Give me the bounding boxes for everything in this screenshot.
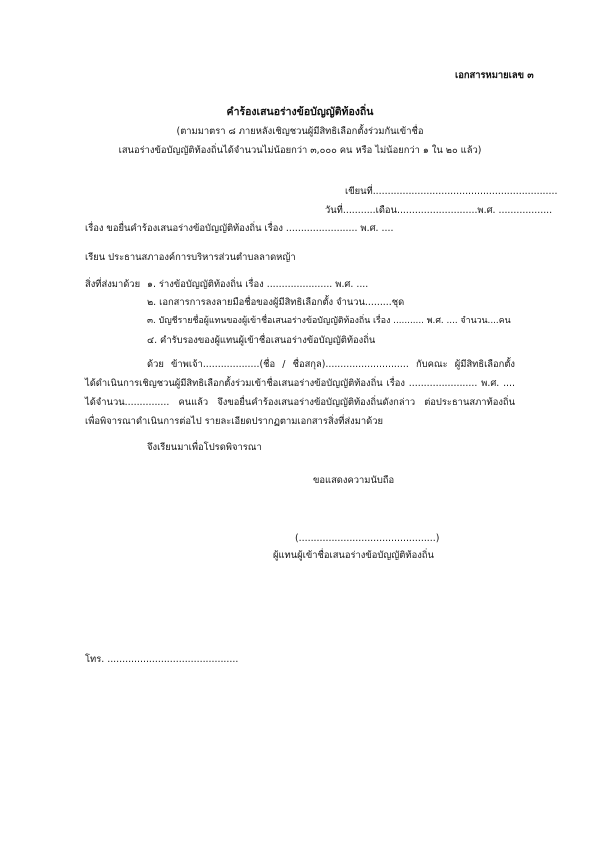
attachment-item-1: ๑. ร่างข้อบัญญัติท้องถิ่น เรื่อง ...................... พ.ศ. ....	[147, 279, 369, 290]
subtitle-line-2: เสนอร่างข้อบัญญัติท้องถิ่นได้จำนวนไม่น้อยกว่า ๓,๐๐๐ คน หรือ ไม่น้อยกว่า ๑ ใน ๒๐ แล้ว)	[118, 145, 482, 156]
body-line-3: ได้จำนวน............... คนแล้ว จึงขอยื่นคำร้องเสนอร่างข้อบัญญัติท้องถิ่นดังกล่าว ต่อประธานสภาท้องถิ่น	[85, 397, 515, 408]
body-line-1: ด้วย ข้าพเจ้า...................(ชื่อ / ชื่อสกุล)............................ กับคณะ ผู้มีสิทธิเลือกตั้ง	[147, 359, 515, 370]
subject-line: เรื่อง ขอยื่นคำร้องเสนอร่างข้อบัญญัติท้องถิ่น เรื่อง ........................ พ.ศ. ....	[85, 223, 394, 234]
addressee-line: เรียน ประธานสภาองค์การบริหารส่วนตำบลลาดหญ้า	[85, 252, 296, 263]
document-number: เอกสารหมายเลข ๓	[455, 70, 534, 81]
attachments-label: สิ่งที่ส่งมาด้วย	[85, 279, 141, 290]
request-line: จึงเรียนมาเพื่อโปรดพิจารณา	[147, 442, 262, 453]
body-line-4: เพื่อพิจารณาดำเนินการต่อไป รายละเอียดปรากฏตามเอกสารสิ่งที่ส่งมาด้วย	[85, 416, 384, 427]
date-line: วันที่...........เดือน...........................พ.ศ. ..................	[325, 205, 553, 216]
written-at-line: เขียนที่..............................................................	[345, 186, 558, 197]
document-title: คำร้องเสนอร่างข้อบัญญัติท้องถิ่น	[226, 106, 374, 118]
signature-line: (..............................................)	[295, 533, 440, 544]
attachment-item-4: ๔. คำรับรองของผู้แทนผู้เข้าชื่อเสนอร่างข้อบัญญัติท้องถิ่น	[147, 335, 376, 346]
attachment-item-2: ๒. เอกสารการลงลายมือชื่อของผู้มีสิทธิเลือกตั้ง จำนวน.........ชุด	[147, 297, 405, 308]
subtitle-line-1: (ตามมาตรา ๘ ภายหลังเชิญชวนผู้มีสิทธิเลือกตั้งร่วมกันเข้าชื่อ	[176, 126, 424, 137]
signer-title: ผู้แทนผู้เข้าชื่อเสนอร่างข้อบัญญัติท้องถิ่น	[273, 550, 434, 561]
closing-line: ขอแสดงความนับถือ	[313, 475, 395, 486]
body-line-2: ได้ดำเนินการเชิญชวนผู้มีสิทธิเลือกตั้งร่วมเข้าชื่อเสนอร่างข้อบัญญัติท้องถิ่น เรื่อง ....................... พ.ศ. ....	[85, 378, 515, 389]
phone-line: โทร. ............................................	[85, 654, 239, 665]
attachment-item-3: ๓. บัญชีรายชื่อผู้แทนของผู้เข้าชื่อเสนอร่างข้อบัญญัติท้องถิ่น เรื่อง ........... พ.ศ. .... จำนวน....คน	[147, 316, 511, 326]
